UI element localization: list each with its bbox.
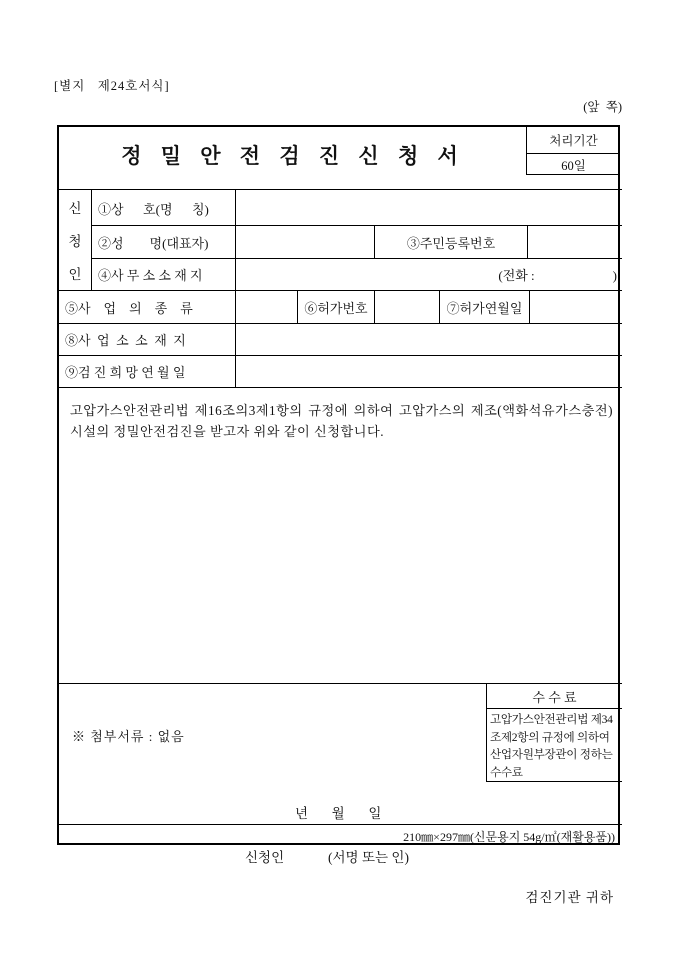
applicant-char-2: 청	[68, 233, 82, 249]
page-side-note: (앞 쪽)	[583, 100, 622, 114]
field-input-site-address[interactable]	[235, 323, 622, 355]
phone-note: (전화 : )	[498, 268, 617, 283]
paper-size-strip	[59, 824, 622, 847]
field-input-office-address[interactable]	[235, 258, 622, 290]
field-label-representative: ②성 명(대표자)	[92, 225, 235, 258]
field-label-business-name: ①상 호(명 칭)	[92, 189, 235, 226]
field-label-business-type: ⑤사 업 의 종 류	[59, 290, 235, 323]
date-line[interactable]: 년 월 일	[295, 806, 382, 821]
processing-time-value: 60일	[561, 158, 586, 173]
field-input-permit-no[interactable]	[374, 290, 439, 323]
field-input-permit-date[interactable]	[529, 290, 622, 323]
field-label-permit-date: ⑦허가연월일	[439, 290, 529, 323]
field-label-resident-no: ③주민등록번호	[374, 225, 527, 258]
attachments-fee-section	[59, 683, 622, 824]
field-input-resident-no[interactable]	[527, 225, 622, 258]
form-table	[57, 125, 620, 905]
field-input-business-type[interactable]	[235, 290, 297, 323]
processing-time-label: 처리기간	[527, 127, 620, 154]
fee-title: 수 수 료	[487, 684, 622, 709]
form-title: 정 밀 안 전 검 진 신 청 서	[121, 144, 465, 168]
paper-size-text: 210㎜×297㎜(신문용지 54g/㎡(재활용품))	[403, 829, 615, 844]
applicant-char-1: 신	[68, 200, 82, 216]
applicant-signature-line[interactable]: 신청인 (서명 또는 인)	[245, 850, 409, 865]
applicant-group-label	[59, 189, 92, 290]
field-label-permit-no: ⑥허가번호	[297, 290, 374, 323]
form-reference-note: [별지 제24호서식]	[54, 79, 170, 93]
fee-box	[486, 683, 622, 782]
field-input-business-name[interactable]	[235, 189, 622, 226]
field-input-desired-date[interactable]	[235, 355, 622, 387]
applicant-char-3: 인	[68, 267, 82, 283]
field-label-desired-date: ⑨검 진 희 망 연 월 일	[59, 355, 235, 387]
processing-time-box	[526, 127, 620, 175]
field-label-office-address: ④사 무 소 소 재 지	[92, 258, 235, 290]
fee-text: 고압가스안전관리법 제34조제2항의 규정에 의하여 산업자원부장관이 정하는 수수료	[490, 713, 613, 779]
declaration-statement: 고압가스안전관리법 제16조의3제1항의 규정에 의하여 고압가스의 제조(액화석유가스충전)시설의 정밀안전검진을 받고자 위와 같이 신청합니다.	[70, 403, 613, 439]
field-label-site-address: ⑧사 업 소 소 재 지	[59, 323, 235, 355]
field-input-representative[interactable]	[235, 225, 374, 258]
recipient-line: 검진기관 귀하	[525, 890, 614, 905]
attachment-note: ※ 첨부서류 : 없음	[72, 729, 185, 744]
